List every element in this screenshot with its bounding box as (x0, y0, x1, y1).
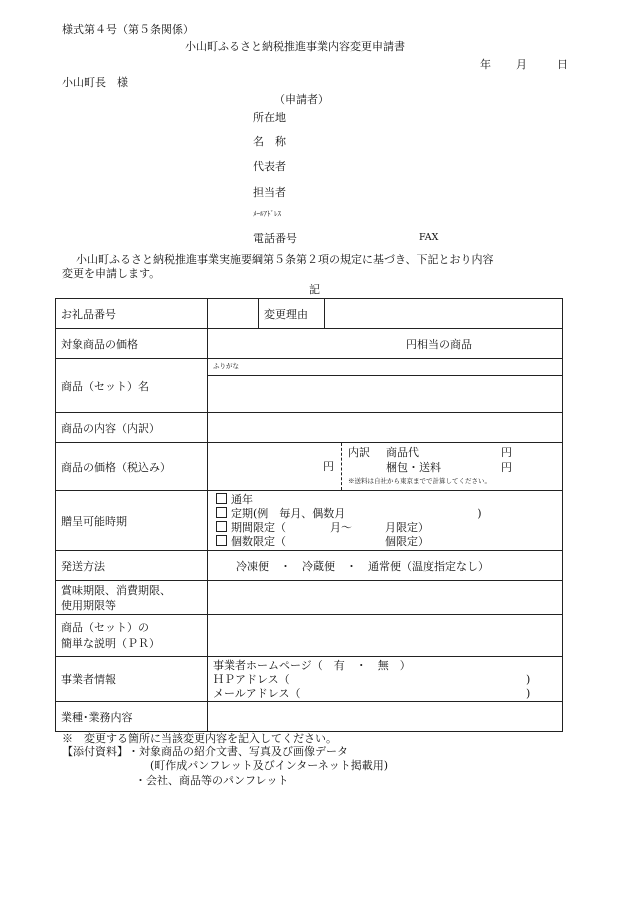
hp-address-label[interactable]: ＨＰアドレス（ (213, 673, 290, 686)
attachment-item-2: ・会社、商品等のパンフレット (135, 774, 289, 787)
date-day: 日 (557, 58, 568, 71)
table-row (56, 615, 563, 657)
table-row (56, 551, 563, 581)
pr-label: 商品（セット）の 簡単な説明（ＰＲ） (56, 615, 208, 657)
table-row (56, 299, 563, 329)
footer-note: ※ 変更する箇所に当該変更内容を記入してください。 (62, 732, 337, 745)
period-option-regular[interactable]: 定期(例 毎月、偶数月 ) (213, 507, 562, 521)
shipping-method-label: 発送方法 (56, 551, 208, 581)
form-number: 様式第４号（第５条関係） (62, 23, 194, 36)
table-row (56, 359, 563, 413)
industry-field[interactable] (208, 702, 563, 732)
checkbox[interactable] (216, 535, 227, 546)
industry-label: 業種･業務内容 (56, 702, 208, 732)
packing-label: 梱包・送料 (386, 461, 441, 474)
hp-address-close: ) (526, 673, 531, 686)
product-content-field[interactable] (208, 413, 563, 443)
address-label: 所在地 (253, 111, 286, 124)
table-row (56, 413, 563, 443)
gift-number-label: お礼品番号 (56, 299, 208, 329)
packing-yen: 円 (501, 461, 512, 474)
date-year: 年 (480, 58, 491, 71)
table-row (56, 657, 563, 702)
table-row (56, 329, 563, 359)
furigana-field[interactable] (208, 359, 562, 376)
shipping-method-field[interactable] (208, 551, 563, 581)
representative-label: 代表者 (253, 160, 286, 173)
date-month: 月 (516, 58, 527, 71)
target-price-value: 円相当の商品 (406, 338, 472, 351)
target-price-field[interactable] (208, 329, 563, 359)
gift-number-field[interactable] (208, 299, 259, 329)
gift-period-field (208, 491, 563, 551)
applicant-heading: （申請者） (274, 93, 329, 106)
application-table (55, 298, 563, 732)
homepage-line[interactable]: 事業者ホームページ（ 有 ・ 無 ） (213, 659, 411, 672)
fax-label: FAX (419, 232, 439, 243)
change-reason-label: 変更理由 (259, 299, 325, 329)
expiry-field[interactable] (208, 581, 563, 615)
period-option-limited-period[interactable]: 期間限定（ 月～ 月限定） (213, 521, 562, 535)
shipping-methods: 冷凍便 ・ 冷蔵便 ・ 通常便（温度指定なし） (236, 560, 489, 573)
body-line-2: 変更を申請します。 (62, 267, 161, 280)
period-option-limited-quantity[interactable]: 個数限定（ 個限定） (213, 535, 562, 549)
table-row (56, 443, 563, 491)
phone-label: 電話番号 (253, 232, 297, 245)
business-info-field (208, 657, 563, 702)
product-cost-yen: 円 (501, 446, 512, 459)
checkbox[interactable] (216, 521, 227, 532)
shipping-note: ※送料は自社から東京までで計算してください。 (348, 477, 491, 485)
table-row (56, 702, 563, 732)
email-address-label[interactable]: メールアドレス（ (213, 687, 301, 700)
attachment-item-1-sub: (町作成パンフレット及びインターネット掲載用) (150, 759, 389, 772)
expiry-label: 賞味期限、消費期限、 使用期限等 (56, 581, 208, 615)
name-label: 名 称 (253, 135, 286, 148)
period-option-year-round[interactable]: 通年 (213, 493, 562, 507)
table-row (56, 581, 563, 615)
product-cost-label: 商品代 (386, 446, 419, 459)
body-line-1: 小山町ふるさと納税推進事業実施要綱第５条第２項の規定に基づき、下記とおり内容 (76, 253, 494, 266)
price-yen: 円 (323, 460, 334, 473)
attachment-label: 【添付資料】 (62, 745, 128, 758)
ki-label: 記 (309, 283, 320, 296)
product-name-label: 商品（セット）名 (56, 359, 208, 413)
price-divider (341, 443, 342, 490)
contact-person-label: 担当者 (253, 186, 286, 199)
checkbox[interactable] (216, 507, 227, 518)
email-label: ﾒｰﾙｱﾄﾞﾚｽ (253, 210, 281, 218)
form-title: 小山町ふるさと納税推進事業内容変更申請書 (185, 40, 405, 53)
target-price-label: 対象商品の価格 (56, 329, 208, 359)
attachment-item-1: ・対象商品の紹介文書、写真及び画像データ (128, 745, 348, 758)
pr-field[interactable] (208, 615, 563, 657)
table-row (56, 491, 563, 551)
price-label: 商品の価格（税込み） (56, 443, 208, 491)
checkbox[interactable] (216, 493, 227, 504)
change-reason-field[interactable] (325, 299, 563, 329)
business-info-label: 事業者情報 (56, 657, 208, 702)
email-address-close: ) (526, 687, 531, 700)
product-content-label: 商品の内容（内訳） (56, 413, 208, 443)
gift-period-label: 贈呈可能時期 (56, 491, 208, 551)
breakdown-label: 内訳 (348, 446, 370, 459)
price-field[interactable] (208, 443, 563, 491)
furigana-label: ふりがな (213, 362, 239, 370)
addressee: 小山町長 様 (62, 76, 128, 89)
product-name-field[interactable] (208, 376, 562, 412)
